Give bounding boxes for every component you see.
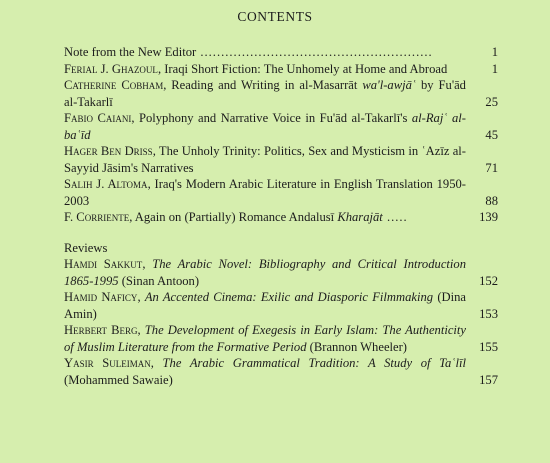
entry-italic-title: The Arabic Grammatical Tradition: A Study of Taʿlīl (162, 356, 467, 370)
entry-author: Hager Ben Driss (64, 144, 153, 158)
review-list (64, 256, 498, 388)
entry-title: (Sinan Antoon) (118, 273, 200, 288)
entry-title: , Polyphony and Narrative Voice in Fu'ād al-Takarlī's (131, 111, 412, 125)
entry-leader-dots: ........................................................ (196, 45, 433, 59)
entry-title: , Reading and Writing in al-Masarrāt (163, 78, 363, 92)
entry-author: Salih J. Altoma (64, 177, 148, 191)
toc-entry[interactable] (64, 44, 498, 61)
entry-title: Note from the New Editor (64, 45, 197, 59)
entry-page-number: 157 (479, 372, 498, 387)
entry-text (64, 176, 466, 209)
entry-text (64, 44, 466, 61)
entry-page-number: 153 (479, 306, 498, 321)
entry-title: , (150, 356, 163, 370)
entry-title: (Brannon Wheeler) (306, 339, 408, 354)
entry-title: , Iraqi Short Fiction: The Unhomely at Home and Abroad (157, 61, 448, 76)
entry-italic-title: wa'l-awjāʿ (362, 78, 417, 92)
toc-list (64, 44, 498, 388)
entry-page-number: 1 (491, 61, 498, 76)
entry-author: Catherine Cobham (64, 78, 164, 92)
entry-text (64, 355, 466, 388)
page-title: CONTENTS (237, 9, 313, 24)
reviews-heading: Reviews (64, 240, 108, 255)
review-entry[interactable] (64, 322, 498, 355)
entry-text (64, 110, 466, 143)
entry-italic-title: al-Rajʿ al-baʿīd (64, 111, 466, 142)
entry-page-number: 1 (491, 45, 498, 59)
entry-author: Fabio Caiani (64, 111, 132, 125)
entry-title: (Dina Amin) (64, 290, 467, 321)
toc-entry[interactable] (64, 77, 498, 110)
entry-author: Hamid Naficy (64, 290, 138, 304)
entry-text (64, 289, 466, 322)
entry-text (64, 322, 466, 355)
entry-title: , (137, 323, 145, 337)
entry-author: Herbert Berg (64, 323, 138, 337)
entry-page-number: 45 (485, 127, 498, 142)
entry-text (64, 256, 466, 289)
entry-italic-title: The Arabic Novel: Bibliography and Critical Introduction 1865-1995 (64, 257, 467, 288)
toc-entry[interactable] (64, 176, 498, 209)
entry-text (64, 77, 466, 110)
entry-page-number: 88 (485, 193, 498, 208)
review-entry[interactable] (64, 289, 498, 322)
article-list (64, 44, 498, 226)
entry-italic-title: The Development of Exegesis in Early Islam: The Authenticity of Muslim Literature from the Formative Period (64, 323, 467, 354)
entry-page-number: 139 (479, 210, 498, 224)
toc-entry[interactable] (64, 61, 498, 78)
entry-title: (Mohammed Sawaie) (64, 372, 173, 387)
entry-title: , (142, 257, 153, 271)
entry-leader-dots: ..... (382, 210, 408, 224)
entry-author: Yasir Suleiman (64, 356, 151, 370)
entry-title: , Iraq's Modern Arabic Literature in English Translation 1950-2003 (64, 177, 466, 208)
entry-italic-title: Kharajāt (337, 210, 383, 224)
entry-page-number: 71 (485, 160, 498, 175)
entry-author: F. Corriente (64, 210, 130, 224)
entry-page-number: 25 (485, 94, 498, 109)
entry-title: , The Unholy Trinity: Politics, Sex and Mysticism in ʿAzīz al-Sayyid Jāsim's Narratives (64, 144, 466, 175)
entry-author: Ferial J. Ghazoul (64, 61, 158, 76)
entry-text (64, 61, 466, 78)
review-entry[interactable] (64, 355, 498, 388)
entry-title: , (137, 290, 145, 304)
entry-page-number: 155 (479, 339, 498, 354)
entry-title: , Again on (Partially) Romance Andalusī (129, 210, 338, 224)
toc-entry[interactable] (64, 209, 498, 226)
entry-italic-title: An Accented Cinema: Exilic and Diasporic Filmmaking (144, 290, 434, 304)
toc-entry[interactable] (64, 143, 498, 176)
review-entry[interactable] (64, 256, 498, 289)
entry-author: Hamdi Sakkut (64, 257, 143, 271)
entry-title: by Fu'ād al-Takarlī (64, 78, 466, 109)
entry-text (64, 209, 466, 226)
entry-text (64, 143, 466, 176)
toc-entry[interactable] (64, 110, 498, 143)
entry-page-number: 152 (479, 273, 498, 288)
